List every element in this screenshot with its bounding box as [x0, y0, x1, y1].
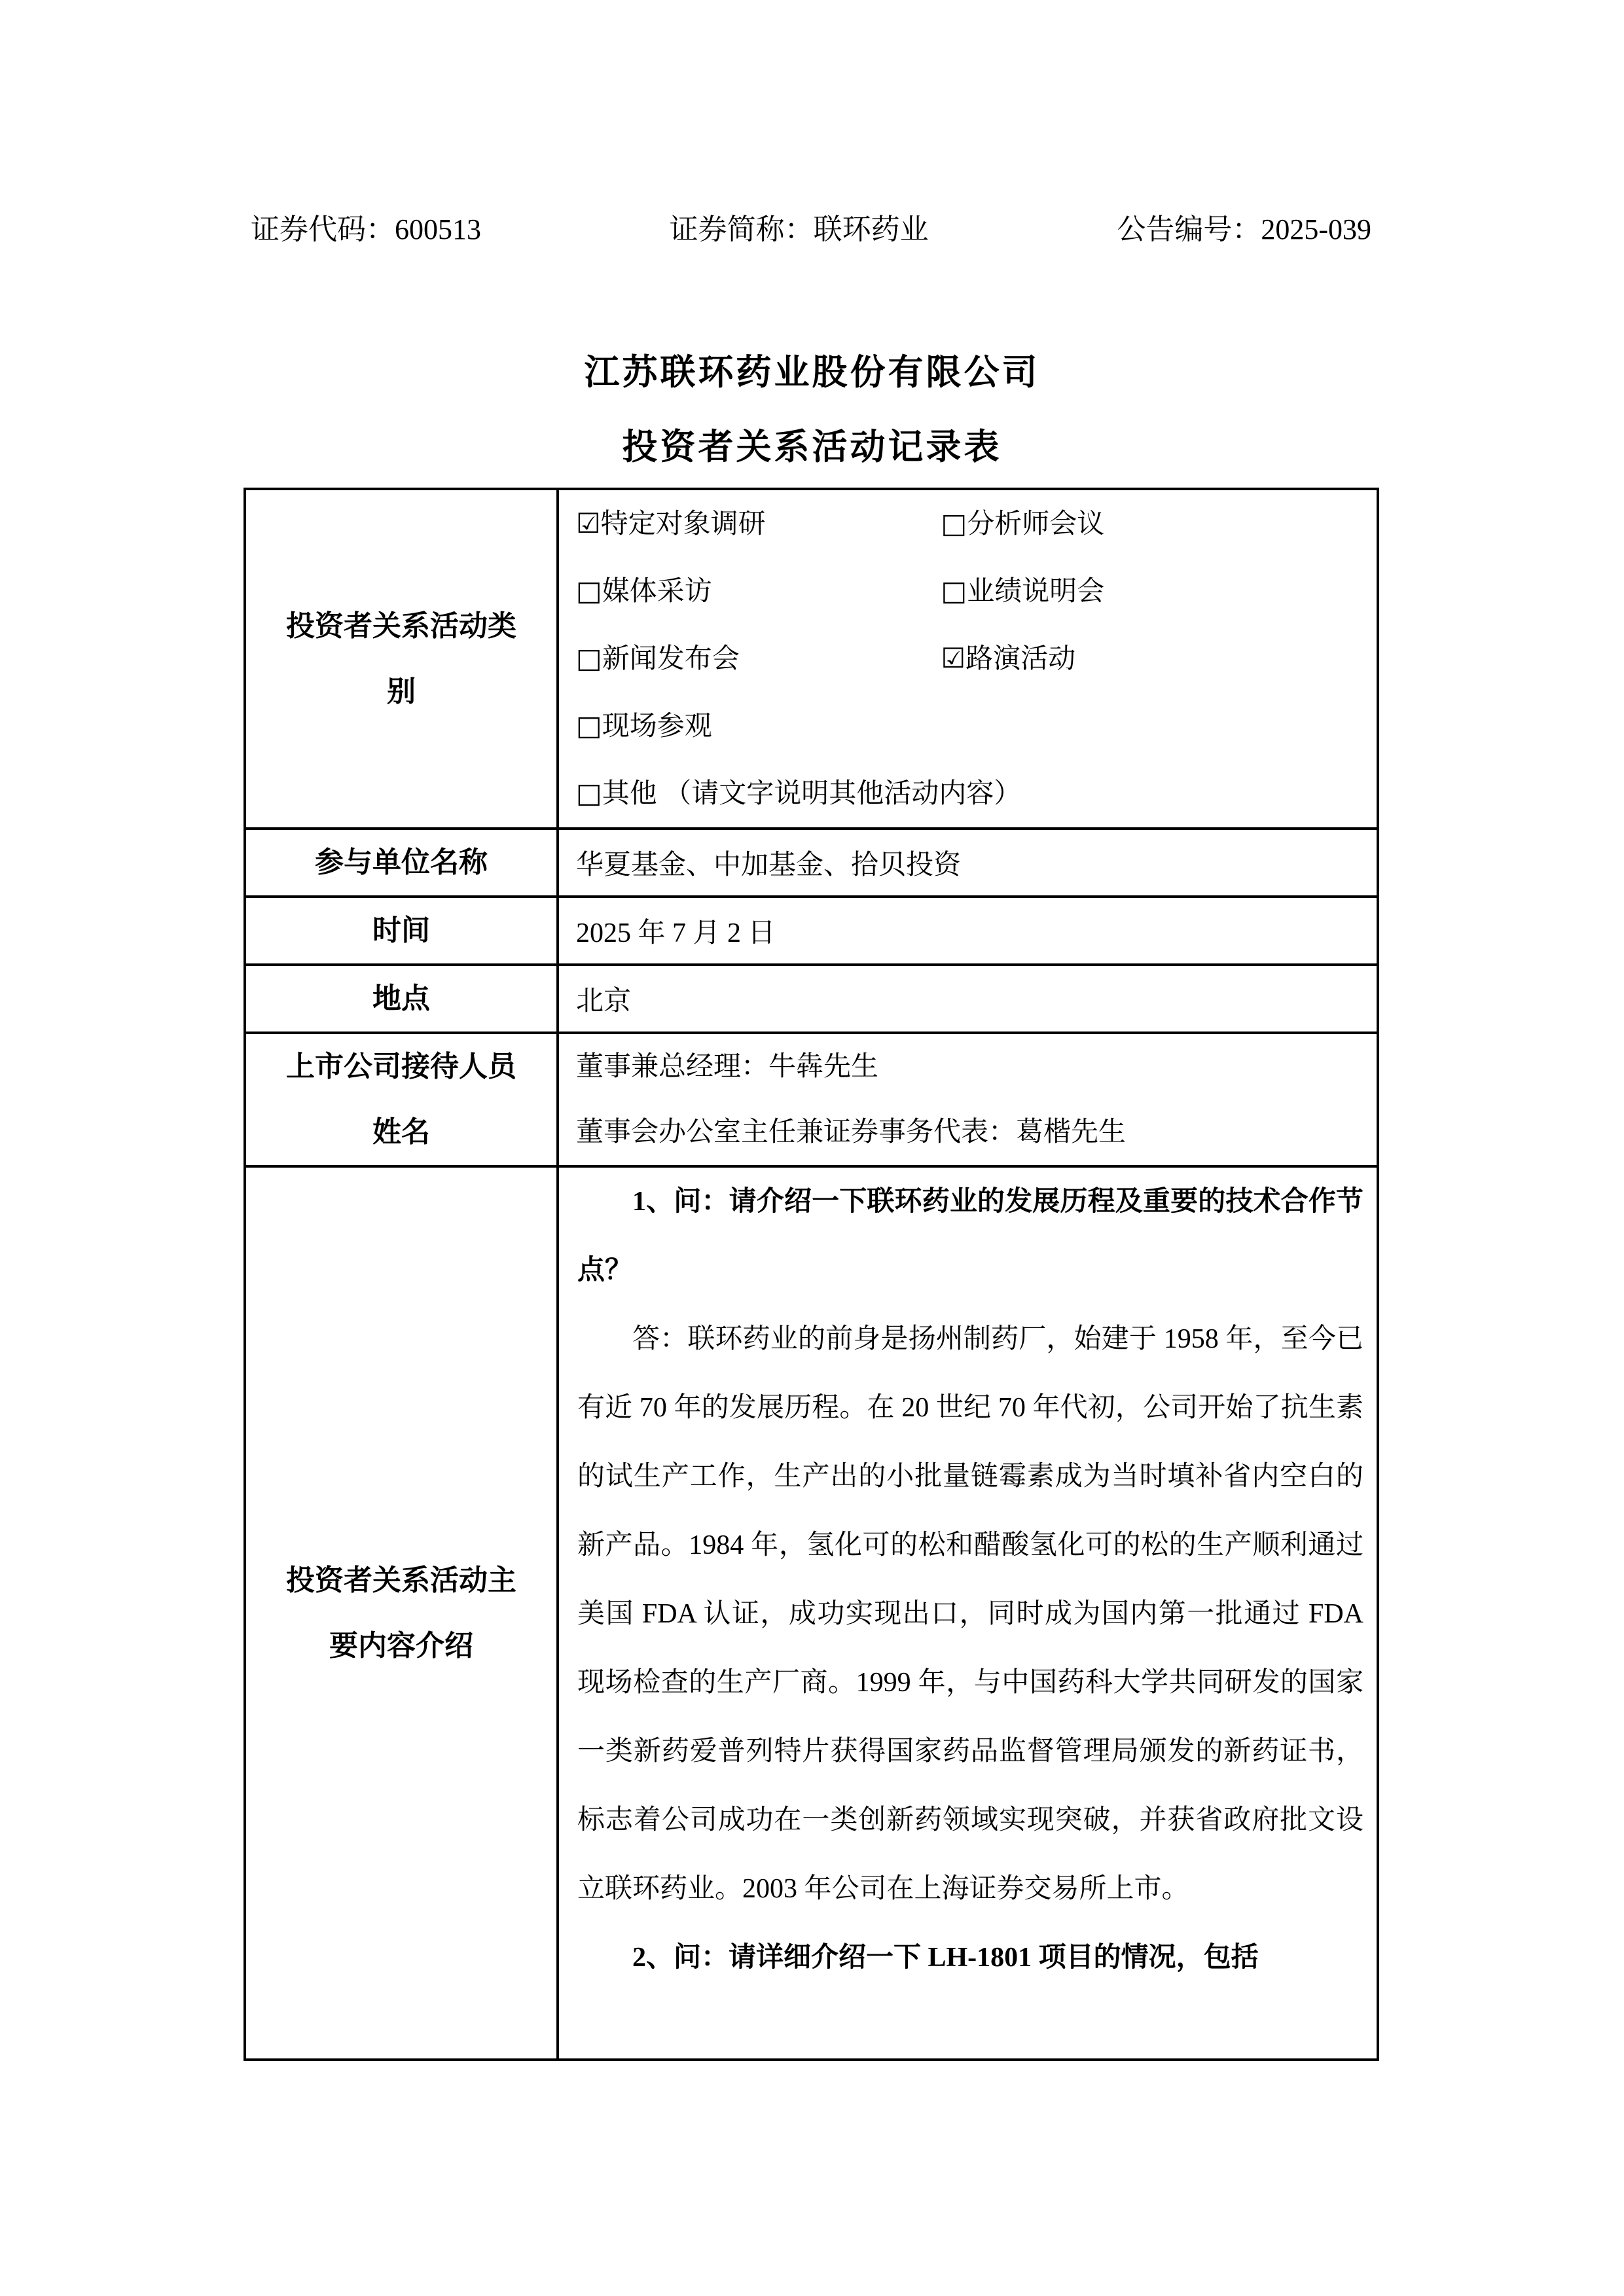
activity-option: [941, 490, 1105, 558]
participants-label: 参与单位名称: [245, 829, 558, 897]
row-label-line: 要内容介绍: [329, 1629, 473, 1662]
announcement-number: 公告编号：2025-039: [1117, 213, 1371, 245]
row-label-line: 投资者关系活动类: [286, 609, 516, 642]
activity-option-label: 现场参观: [602, 711, 712, 742]
activity-option: [576, 558, 934, 625]
unchecked-checkbox-icon: □: [576, 642, 602, 674]
unchecked-checkbox-icon: □: [941, 575, 967, 607]
location-value: 北京: [558, 965, 1378, 1033]
activity-option-label: 特定对象调研: [600, 509, 766, 539]
unchecked-checkbox-icon: □: [576, 777, 602, 809]
activity-option-label: 分析师会议: [967, 509, 1105, 539]
host-person: 董事会办公室主任兼证券事务代表：葛楷先生: [576, 1117, 1127, 1147]
time-value: 2025 年 7 月 2 日: [558, 897, 1378, 965]
activity-option: [576, 625, 934, 692]
activity-type-options: [558, 489, 1378, 829]
unchecked-checkbox-icon: □: [576, 575, 602, 607]
participants-value: 华夏基金、中加基金、拾贝投资: [558, 829, 1378, 897]
time-label: 时间: [245, 897, 558, 965]
checked-checkbox-icon: ☑: [941, 642, 966, 674]
activity-option: [576, 760, 1021, 827]
row-label-line: 上市公司接待人员: [286, 1050, 516, 1083]
unchecked-checkbox-icon: □: [576, 709, 602, 742]
stock-short-name: 证券简称：联环药业: [669, 213, 929, 245]
hosts-value: [558, 1033, 1378, 1166]
checked-checkbox-icon: ☑: [576, 507, 601, 539]
main-content-value: [558, 1166, 1378, 2060]
activity-option-label: 新闻发布会: [602, 644, 740, 674]
main-content-row: [245, 1166, 1378, 2060]
activity-option-label: 业绩说明会: [967, 577, 1105, 607]
activity-type-label: [245, 489, 558, 829]
activity-type-row: [245, 489, 1378, 829]
activity-option-label: 路演活动: [965, 644, 1076, 674]
stock-code: 证券代码：600513: [251, 213, 481, 245]
activity-option: [576, 692, 934, 760]
option-line: [576, 558, 1366, 625]
time-row: [245, 897, 1378, 965]
main-content-label: [245, 1166, 558, 2060]
activity-option-label: 其他 （请文字说明其他活动内容）: [602, 779, 1022, 809]
qa-question-1: 1、问：请介绍一下联环药业的发展历程及重要的技术合作节点？: [577, 1187, 1363, 1285]
row-label-line: 投资者关系活动主: [286, 1564, 516, 1596]
option-line: [576, 490, 1366, 558]
page-subtitle: 投资者关系活动记录表: [622, 427, 1002, 467]
option-line: [576, 760, 1366, 827]
page-title: 江苏联环药业股份有限公司: [584, 353, 1040, 392]
option-line: [576, 625, 1366, 692]
location-label: 地点: [245, 965, 558, 1033]
hosts-label: [245, 1033, 558, 1166]
location-row: [245, 965, 1378, 1033]
option-line: [576, 692, 1366, 760]
investor-relations-table: [244, 488, 1379, 2061]
unchecked-checkbox-icon: □: [941, 507, 967, 539]
activity-option: [941, 558, 1105, 625]
document-header: [251, 211, 1371, 249]
hosts-row: [245, 1033, 1378, 1166]
activity-option: [576, 490, 934, 558]
participants-row: [245, 829, 1378, 897]
qa-question-2: 2、问：请详细介绍一下 LH-1801 项目的情况，包括: [632, 1943, 1259, 1973]
row-label-line: 别: [387, 675, 416, 708]
activity-option: [941, 625, 1076, 692]
activity-option-label: 媒体采访: [602, 577, 712, 607]
qa-answer-1: 答：联环药业的前身是扬州制药厂，始建于 1958 年，至今已有近 70 年的发展历程。在 20 世纪 70 年代初，公司开始了抗生素的试生产工作，生产出的小批量链霉素成为当时填补省内空白的新产品。1984 年，氢化可的松和醋酸氢化可的松的生产顺利通过美国 FDA 认证，成功实现出口，同时成为国内第一批通过 FDA 现场检查的生产厂商。1999 年，与中国药科大学共同研发的国家一类新药爱普列特片获得国家药品监督管理局颁发的新药证书，标志着公司成功在一类创新药领域实现突破，并获省政府批文设立联环药业。2003 年公司在上海证券交易所上市。: [577, 1324, 1363, 1904]
host-person: 董事兼总经理：牛犇先生: [576, 1052, 879, 1082]
row-label-line: 姓名: [372, 1116, 430, 1148]
